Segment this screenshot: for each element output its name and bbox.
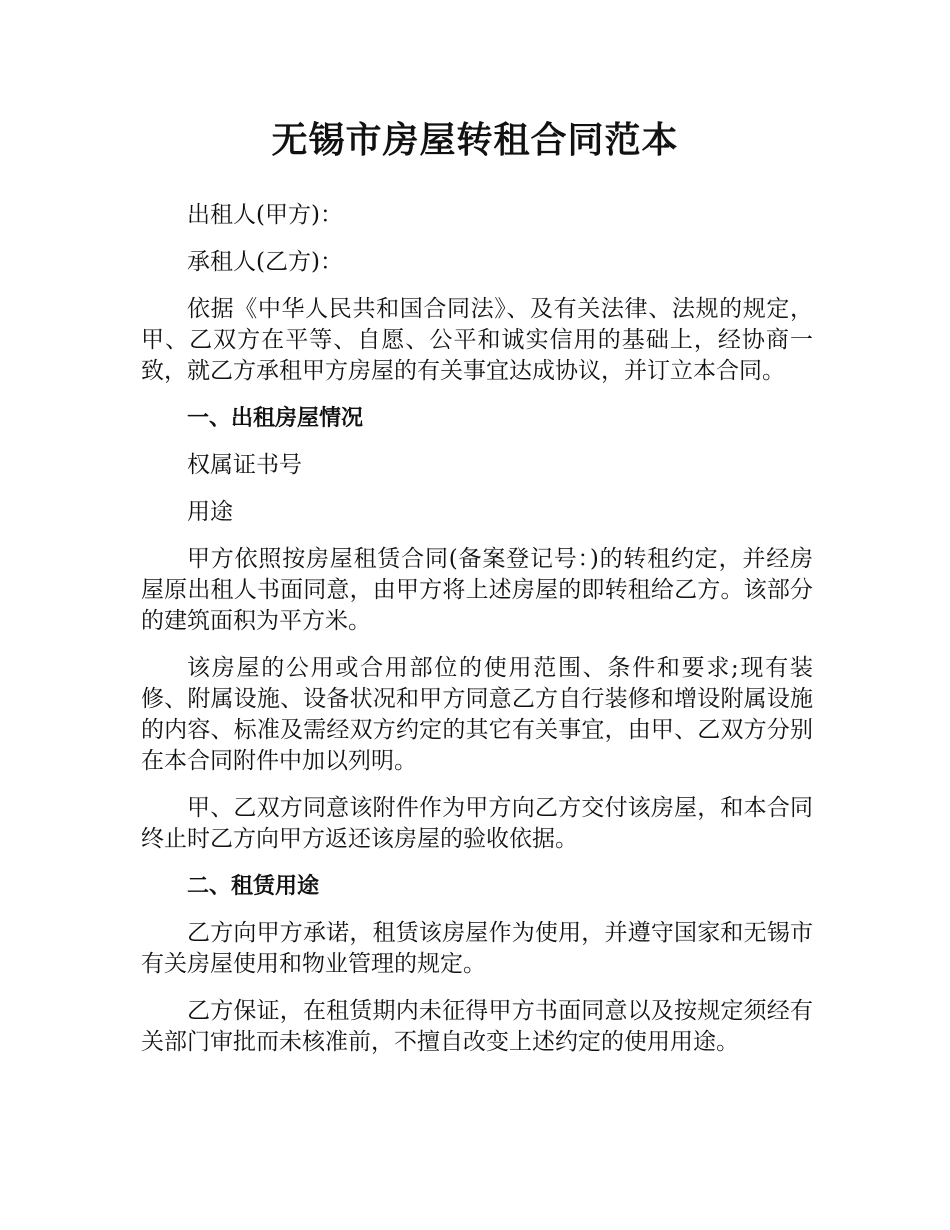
- attachment-paragraph: 甲、乙双方同意该附件作为甲方向乙方交付该房屋，和本合同终止时乙方向甲方返还该房屋的验收依据。: [141, 795, 813, 852]
- lessor-label: 出租人(甲方)：: [187, 202, 343, 228]
- section-heading-2: 二、租赁用途: [187, 874, 320, 899]
- usage-promise-paragraph: 乙方向甲方承诺，租赁该房屋作为使用，并遵守国家和无锡市有关房屋使用和物业管理的规定。: [141, 920, 813, 977]
- document-title: 无锡市房屋转租合同范本: [271, 120, 679, 161]
- section-heading-1: 一、出租房屋情况: [187, 406, 364, 431]
- preamble-paragraph: 依据《中华人民共和国合同法》、及有关法律、法规的规定，甲、乙双方在平等、自愿、公平和诚实信用的基础上，经协商一致，就乙方承租甲方房屋的有关事宜达成协议，并订立本合同。: [141, 296, 813, 384]
- facilities-paragraph: 该房屋的公用或合用部位的使用范围、条件和要求;现有装修、附属设施、设备状况和甲方同意乙方自行装修和增设附属设施的内容、标准及需经双方约定的其它有关事宜，由甲、乙双方分别在本合同附件中加以列明。: [141, 655, 813, 774]
- usage-label: 用途: [187, 499, 233, 525]
- certificate-number-label: 权属证书号: [187, 452, 302, 478]
- sublease-paragraph: 甲方依照按房屋租赁合同(备案登记号：)的转租约定，并经房屋原出租人书面同意，由甲方将上述房屋的即转租给乙方。该部分的建筑面积为平方米。: [141, 546, 813, 634]
- usage-guarantee-paragraph: 乙方保证，在租赁期内未征得甲方书面同意以及按规定须经有关部门审批而未核准前，不擅自改变上述约定的使用用途。: [141, 998, 813, 1055]
- lessee-label: 承租人(乙方)：: [187, 249, 343, 275]
- document-body: [141, 200, 813, 1074]
